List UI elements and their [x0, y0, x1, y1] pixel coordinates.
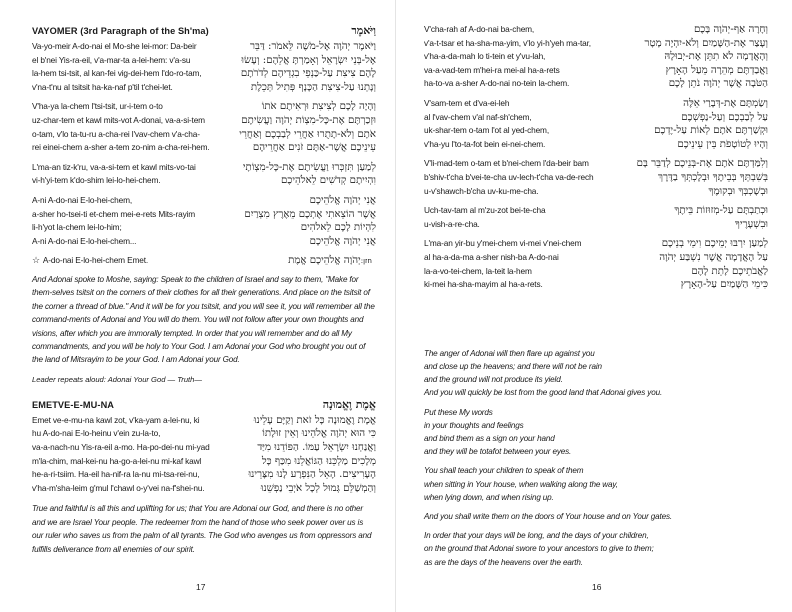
transliteration: m'la-chim, mal-kei-nu ha-go-a-lei-nu mi-kaf kawl: [32, 455, 202, 466]
hebrew-text: אֲשֶׁר הוֹצֵאתִי אֶתְכֶם מֵאֶרֶץ מִצְרַיִם: [244, 208, 376, 220]
english-line: And you shall write them on the doors of Your house and on Your gates.: [424, 511, 673, 521]
verse-line: [32, 68, 376, 82]
hebrew-text: כִּי הוּא יְהֹוָה אֱלֹהֵינוּ וְאֵין זוּלָתוֹ: [262, 428, 376, 440]
verse-line: [32, 41, 376, 55]
hebrew-text: לְמַעַן תִּזְכְּרוּ וַעֲשִׂיתֶם אֶת-כָּל-מִצְוֹתָי: [242, 161, 376, 173]
hebrew-text: וְחָרָה אַף-יְהֹוָה בָּכֶם: [693, 24, 768, 35]
hebrew-text: בְּשִׁבְתְּךָ בְּבֵיתֶךָ וּבְלֶכְתְּךָ בַדֶּרֶךְ: [658, 171, 768, 183]
transliteration: b'shiv-t'cha b'vei-te-cha uv-lech-t'cha va-de-rech: [424, 171, 594, 182]
transliteration: L'ma-an tiz-k'ru, va-a-si-tem et kawl mits-vo-tai: [32, 161, 196, 172]
leader-note: Leader repeats aloud: Adonai Your God — Truth—: [32, 374, 202, 384]
verse-line: [424, 38, 768, 52]
verse-block: [424, 158, 768, 199]
hebrew-text: וְעָצַר אֶת-הַשָּׁמַיִם וְלֹא-יִהְיֶה מָטָר: [644, 37, 768, 49]
hebrew-text: וְהָאֲדָמָה לֹא תִתֵּן אֶת-יְבוּלָהּ: [664, 51, 768, 63]
english-paragraph: [424, 464, 768, 504]
verse-line: [32, 428, 376, 442]
verse-line: [32, 209, 376, 223]
verse-line: [32, 129, 376, 143]
hebrew-text: לִהְיוֹת לָכֶם לֵאלֹהִים: [300, 222, 376, 234]
transliteration: hu A-do-nai E-lo-heinu v'ein zu-la-to,: [32, 428, 161, 439]
hebrew-text: כִּימֵי הַשָּׁמַיִם עַל-הָאָרֶץ: [680, 279, 768, 291]
verse-line: [424, 51, 768, 65]
vayomer-header: [32, 24, 376, 37]
page-number-right: 16: [592, 582, 602, 592]
vayomer-title: VAYOMER (3rd Paragraph of the Sh'ma): [32, 26, 209, 36]
transliteration: vi-h'yi-tem k'do-shim lei-lo-hei-chem.: [32, 175, 161, 186]
hebrew-text: וַאֲנַחְנוּ יִשְׂרָאֵל עַמּוֹ. הַפּוֹדֵנוּ מִיַּד: [257, 441, 376, 453]
verse-line: [424, 139, 768, 153]
transliteration: o-tam, v'lo ta-tu-ru a-cha-rei l'vav-chem v'a-cha-: [32, 128, 200, 139]
leader-response-row: [32, 255, 376, 269]
english-line: The anger of Adonai will then flare up against you: [424, 348, 595, 358]
transliteration: v'ha-a-da-mah lo ti-tein et y'vu-lah,: [424, 51, 546, 62]
verse-line: [32, 456, 376, 470]
english-line: in your thoughts and feelings: [424, 420, 524, 430]
english-line: and close up the heavens; and there will not be rain: [424, 361, 602, 371]
hebrew-text: אֱמֶת וֶאֱמוּנָה כָּל זֹאת וְקַיָּם עָלֵינוּ: [253, 414, 376, 426]
verse-line: [424, 172, 768, 186]
transliteration: V'ha-ya la-chem l'tsi-tsit, ur-i-tem o-to: [32, 101, 163, 112]
verse-line: [424, 125, 768, 139]
transliteration: ki-mei ha-sha-mayim al ha-a-rets.: [424, 279, 543, 290]
english-paragraph: [424, 529, 768, 569]
emet-english: True and faithful is all this and uplifting for us; that You are Adonai our God, and there is no other and we are Israel Your people. The redeemer from the hand of those who seek power over us is our ruler who saves us from the palm of all tyrants. The God who avenges us from oppressors and fulfills deliverance from all enemies of our spirit.: [32, 504, 372, 554]
hebrew-text: וְהָיָה לָכֶם לְצִיצִת וּרְאִיתֶם אֹתוֹ: [261, 101, 376, 113]
transliteration: v'a-t-tsar et ha-sha-ma-yim, v'lo yi-h'yeh ma-tar,: [424, 37, 591, 48]
page-number-left: 17: [196, 582, 206, 592]
verse-line: [32, 101, 376, 115]
hebrew-text: עֵינֵיכֶם אֲשֶׁר-אַתֶּם זֹנִים אַחֲרֵיהֶם: [252, 142, 376, 154]
verse-block: [424, 238, 768, 292]
transliteration: u-v'shawch-b'cha uv-ku-me-cha.: [424, 185, 539, 196]
emet-title: EMETVE-E-MU-NA: [32, 399, 115, 410]
hebrew-text: וְהָיוּ לְטוֹטָפֹת בֵּין עֵינֵיכֶם: [677, 138, 768, 150]
vayomer-english: And Adonai spoke to Moshe, saying: Speak to the children of Israel and say to them, "Make for them-selves tsitsit on the corners of their clothes for all their generations. And place on the tsitsit of the corner a thread of blue." And it will be for you tsitsit, and you will see it, you will remember all the command-ments of Adonai and You will do them. You will not follow after your own thoughts and visions, after which you are immorally tempted. In order that you will remember and do all My commandments, and you will be holy to Your God. I am Adonai your God who brought you out of the land of Mitsrayim to be your God. I am Adonai your God.: [32, 274, 375, 365]
hebrew-text: וַיֹּאמֶר יְהֹוָה אֶל-מֹשֶׁה לֵּאמֹר: דַּבֵּר: [250, 41, 376, 52]
transliteration: ha-to-va a-sher A-do-nai no-tein la-chem.: [424, 78, 570, 89]
transliteration: va-a-vad-tem m'hei-ra mei-al ha-a-rets: [424, 64, 560, 75]
english-line: when lying down, and when rising up.: [424, 492, 554, 502]
verse-line: [424, 266, 768, 280]
hebrew-text: עַל הָאֲדָמָה אֲשֶׁר נִשְׁבַּע יְהֹוָה: [659, 251, 768, 263]
hebrew-text: לָהֶם צִיצִת עַל-כַּנְפֵי בִגְדֵיהֶם לְדֹרֹתָם: [240, 68, 376, 80]
verse-line: [32, 195, 376, 209]
transliteration: la-hem tsi-tsit, al kan-fei vig-dei-hem l'do-ro-tam,: [32, 68, 202, 79]
hebrew-text: אֶל-בְּנֵי יִשְׂרָאֵל וְאָמַרְתָּ אֲלֵהֶם: וְעָשׂוּ: [241, 54, 376, 66]
hebrew-text: וְנָתְנוּ עַל-צִיצִת הַכָּנָף פְּתִיל תְּכֵלֶת: [250, 81, 376, 93]
transliteration: L'ma-an yir-bu y'mei-chem vi-mei v'nei-chem: [424, 238, 582, 249]
vayomer-hebrew-title: וַיֹּאמֶר: [351, 24, 376, 37]
hebrew-text: וּקְשַׁרְתֶּם אֹתָם לְאוֹת עַל-יֶדְכֶם: [654, 125, 768, 137]
verse-line: [32, 442, 376, 456]
verse-block: [32, 415, 376, 497]
leader-response-hebrew: חזן:יְהֹוָה אֱלֹהֵיכֶם אֱמֶת: [288, 255, 372, 267]
transliteration: uk-shar-tem o-tam l'ot al yed-chem,: [424, 125, 549, 136]
verse-block: [32, 101, 376, 155]
verse-line: [32, 222, 376, 236]
verse-line: [424, 238, 768, 252]
verse-line: [32, 415, 376, 429]
hebrew-text: מְלָכִים מַלְכֵּנוּ הַגּוֹאֲלֵנוּ מִכַּף כָּל: [261, 455, 376, 467]
transliteration: li-h'yot la-chem lei-lo-him;: [32, 222, 122, 233]
emet-verses: [32, 415, 376, 497]
verse-line: [32, 115, 376, 129]
transliteration: v'ha-yu l'to-ta-fot bein ei-nei-chem.: [424, 138, 546, 149]
hebrew-text: וְלִמַּדְתֶּם אֹתָם אֶת-בְּנֵיכֶם לְדַבֵּר בָּם: [636, 158, 768, 170]
transliteration: v'na-t'nu al tsitsit ha-ka-naf p'til t'chei-let.: [32, 81, 173, 92]
english-line: and bind them as a sign on your hand: [424, 433, 555, 443]
emet-hebrew-title: אֱמֶת וֶאֱמוּנָה: [322, 397, 376, 411]
right-verses: [424, 24, 768, 293]
hebrew-text: וּזְכַרְתֶּם אֶת-כָּל-מִצְוֹת יְהֹוָה וַעֲשִׂיתֶם: [241, 114, 376, 126]
hebrew-text: וּבִשְׁעָרֶיךָ: [734, 218, 768, 230]
hebrew-text: וּבְשָׁכְבְּךָ וּבְקוּמֶךָ: [708, 185, 768, 197]
hebrew-text: עַל לְבַבְכֶם וְעַל-נַפְשְׁכֶם: [681, 111, 768, 123]
transliteration: al l'vav-chem v'al naf-sh'chem,: [424, 111, 532, 122]
english-line: and they will be totafot between your eyes.: [424, 447, 572, 457]
transliteration: u-vish-a-re-cha.: [424, 218, 480, 229]
verse-block: [32, 195, 376, 249]
verse-line: [32, 162, 376, 176]
verse-line: [424, 219, 768, 233]
english-line: You shall teach your children to speak of them: [424, 466, 584, 476]
transliteration: V'cha-rah af A-do-nai ba-chem,: [424, 24, 535, 34]
verse-line: [424, 65, 768, 79]
verse-line: [424, 252, 768, 266]
emet-header: [32, 398, 376, 411]
english-line: and the ground will not produce its yield.: [424, 375, 563, 385]
verse-line: [32, 82, 376, 96]
english-line: on the ground that Adonai swore to your ancestors to give to them;: [424, 544, 654, 554]
hebrew-text: לְמַעַן יִרְבּוּ יְמֵיכֶם וִימֵי בְנֵיכֶם: [661, 238, 768, 250]
transliteration: A-ni A-do-nai E-lo-hei-chem...: [32, 235, 137, 246]
transliteration: V'li-mad-tem o-tam et b'nei-chem l'da-beir bam: [424, 158, 589, 169]
hebrew-text: הַטֹּבָה אֲשֶׁר יְהֹוָה נֹתֵן לָכֶם: [668, 78, 768, 90]
hebrew-text: אֲנִי יְהֹוָה אֱלֹהֵיכֶם: [309, 194, 376, 206]
hebrew-text: לַאֲבֹתֵיכֶם לָתֵת לָהֶם: [691, 265, 768, 277]
verse-block: [424, 24, 768, 92]
hebrew-text: וּכְתַבְתָּם עַל-מְזוּזוֹת בֵּיתֶךָ: [674, 205, 768, 217]
english-line: as are the days of the heavens over the earth.: [424, 557, 583, 567]
verse-line: [424, 78, 768, 92]
hebrew-text: וַאֲבַדְתֶּם מְהֵרָה מֵעַל הָאָרֶץ: [665, 64, 768, 76]
transliteration: uz-char-tem et kawl mits-vot A-donai, va-a-si-tem: [32, 114, 205, 125]
verse-line: [424, 158, 768, 172]
verse-line: [424, 186, 768, 200]
hebrew-text: וְהַמְשַׁלֵּם גְּמוּל לְכָל אֹיְבֵי נַפְשֵׁנוּ: [260, 482, 376, 494]
leader-response-transliteration: A-do-nai E-lo-hei-chem Emet.: [42, 255, 149, 266]
english-paragraph: [424, 406, 768, 459]
right-english: [424, 347, 768, 569]
transliteration: la-a-vo-tei-chem, la-teit la-hem: [424, 265, 532, 276]
verse-line: [424, 98, 768, 112]
verse-line: [424, 205, 768, 219]
transliteration: V'sam-tem et d'va-ei-leh: [424, 97, 510, 108]
transliteration: al ha-a-da-ma a-sher nish-ba A-do-nai: [424, 251, 559, 262]
verse-block: [32, 162, 376, 189]
transliteration: el b'nei Yis-ra-eil, v'a-mar-ta a-lei-hem: v'a-su: [32, 54, 191, 65]
right-page: [396, 0, 792, 612]
transliteration: a-sher ho-tsei-ti et-chem mei-e-rets Mits-rayim: [32, 208, 196, 219]
verse-line: [32, 55, 376, 69]
verse-line: [32, 469, 376, 483]
hebrew-text: הֶעָרִיצִים. הָאֵל הַנִּפְרָע לָנוּ מִצָּרֵינוּ: [248, 469, 376, 481]
verse-line: [424, 24, 768, 38]
transliteration: Va-yo-meir A-do-nai el Mo-she lei-mor: Da-beir: [32, 41, 197, 51]
hebrew-text: וְשַׂמְתֶּם אֶת-דְּבָרַי אֵלֶּה: [683, 97, 768, 109]
english-line: Put these My words: [424, 407, 493, 417]
hebrew-text: אֲנִי יְהֹוָה אֱלֹהֵיכֶם: [309, 235, 376, 247]
transliteration: he-a-ri-tsiim. Ha-eil ha-nif-ra la-nu mi-tsa-rei-nu,: [32, 469, 200, 480]
english-paragraph: [424, 347, 768, 400]
hebrew-text: וִהְיִיתֶם קְדֹשִׁים לֵאלֹהֵיכֶם: [281, 175, 376, 187]
transliteration: Uch-tav-tam al m'zu-zot bei-te-cha: [424, 205, 546, 216]
transliteration: rei einei-chem a-sher a-tem zo-nim a-cha-rei-hem.: [32, 142, 210, 153]
hebrew-text: אֹתָם וְלֹא-תָתֻרוּ אַחֲרֵי לְבַבְכֶם וְאַחֲרֵי: [239, 128, 376, 140]
verse-line: [32, 236, 376, 250]
verse-block: [424, 98, 768, 152]
transliteration: v'ha-m'sha-leim g'mul l'chawl o-y'vei na-f'shei-nu.: [32, 482, 205, 493]
star-icon: ☆: [32, 255, 40, 266]
transliteration: A-ni A-do-nai E-lo-hei-chem,: [32, 194, 133, 205]
vayomer-verses: [32, 41, 376, 249]
verse-line: [424, 112, 768, 126]
transliteration: Emet ve-e-mu-na kawl zot, v'ka-yam a-lei-nu, ki: [32, 414, 200, 425]
verse-line: [32, 175, 376, 189]
english-line: when sitting in Your house, when walking along the way,: [424, 479, 618, 489]
verse-line: [32, 483, 376, 497]
verse-block: [32, 41, 376, 95]
transliteration: va-a-nach-nu Yis-ra-eil a-mo. Ha-po-dei-nu mi-yad: [32, 441, 210, 452]
english-line: In order that your days will be long, and the days of your children,: [424, 531, 649, 541]
verse-line: [424, 279, 768, 293]
english-paragraph: [424, 510, 768, 523]
verse-block: [424, 205, 768, 232]
leader-label-hebrew: חזן:: [360, 257, 372, 266]
english-line: And you will quickly be lost from the good land that Adonai gives you.: [424, 388, 663, 398]
verse-line: [32, 142, 376, 156]
